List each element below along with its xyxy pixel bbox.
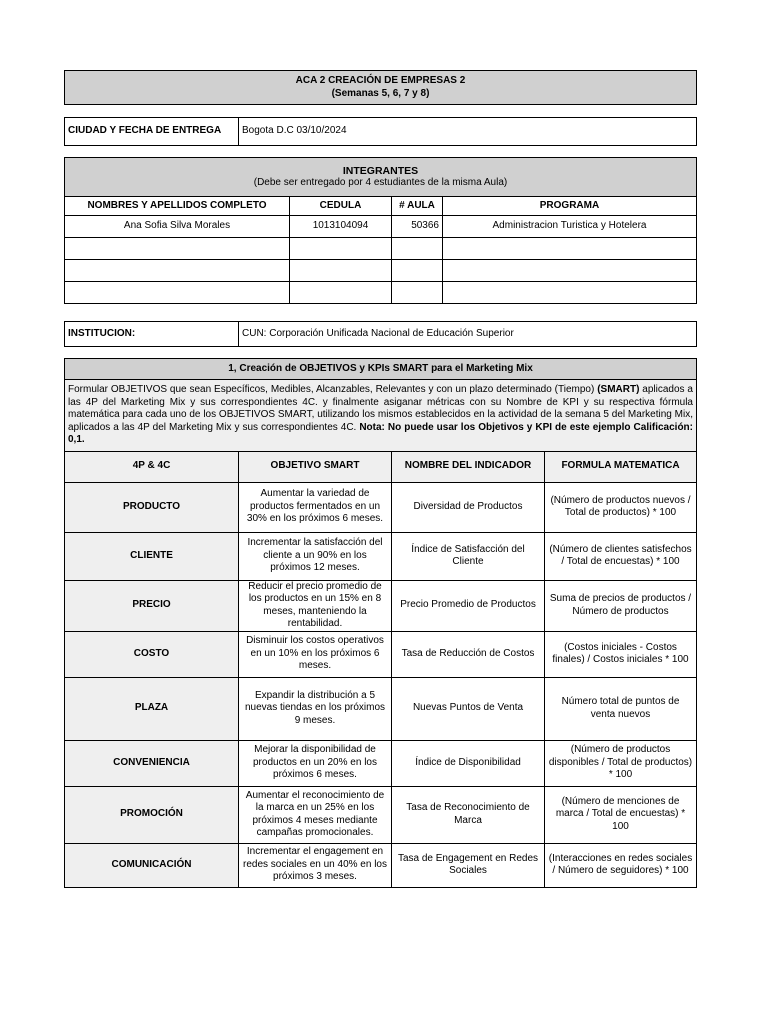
integrante-cedula[interactable] [290,238,392,260]
integrantes-title: INTEGRANTES [342,164,419,177]
col-4p4c: 4P & 4C [65,451,239,482]
institucion-value[interactable]: CUN: Corporación Unificada Nacional de Educación Superior [239,322,697,347]
ciudad-value[interactable]: Bogota D.C 03/10/2024 [239,118,697,146]
row-indicador[interactable]: Diversidad de Productos [392,482,545,532]
col-indicador: NOMBRE DEL INDICADOR [392,451,545,482]
table-row [65,260,697,282]
integrante-cedula[interactable] [290,282,392,304]
row-objetivo[interactable]: Incrementar la satisfacción del cliente a un 90% en los próximos 12 meses. [239,532,392,580]
integrante-nombre[interactable]: Ana Sofia Silva Morales [65,216,290,238]
integrantes-table [64,157,697,304]
row-indicador[interactable]: Índice de Disponibilidad [392,740,545,786]
integrante-aula[interactable]: 50366 [392,216,443,238]
row-formula[interactable]: (Costos iniciales - Costos finales) / Costos iniciales * 100 [545,631,697,677]
table-row [65,580,697,631]
document-title-block [64,70,697,105]
col-nombres: NOMBRES Y APELLIDOS COMPLETO [65,197,290,216]
row-objetivo[interactable]: Mejorar la disponibilidad de productos en un 20% en los próximos 6 meses. [239,740,392,786]
smart-description [65,380,697,452]
row-label: PLAZA [65,677,239,740]
table-row [65,843,697,887]
ciudad-table [64,117,697,146]
smart-desc-bold-1: (SMART) [597,384,640,395]
row-formula[interactable]: (Interacciones en redes sociales / Número de seguidores) * 100 [545,843,697,887]
row-label: COMUNICACIÓN [65,843,239,887]
row-formula[interactable]: Número total de puntos de venta nuevos [545,677,697,740]
row-indicador[interactable]: Tasa de Reconocimiento de Marca [392,786,545,843]
table-row [65,631,697,677]
row-formula[interactable]: (Número de menciones de marca / Total de encuestas) * 100 [545,786,697,843]
row-label: COSTO [65,631,239,677]
table-row [65,677,697,740]
integrante-programa[interactable] [443,238,697,260]
institucion-table [64,321,697,347]
row-indicador[interactable]: Nuevas Puntos de Venta [392,677,545,740]
title-cell [65,71,697,105]
row-objetivo[interactable]: Reducir el precio promedio de los productos en un 15% en 8 meses, manteniendo la rentabilidad. [239,580,392,631]
smart-desc-part-2: aplicados a las 4P del Marketing Mix y sus correspondientes 4C. y finalmente asiganar métricas con su Nombre de KPI y su respectiva fórmula matemática para cada uno de los OBJETIVOS SMART, utilizando los mismos establecidos en la actividad de la semana 5 del Marketing Mix, aplicados a las 4P del Marketing Mix y sus correspondientes 4C. [68,384,693,433]
integrante-aula[interactable] [392,282,443,304]
row-label: CLIENTE [65,532,239,580]
smart-desc-bold-2: Nota: No puede usar los Objetivos y KPI de este ejemplo Calificación: 0,1. [68,421,693,445]
col-aula: # AULA [392,197,443,216]
smart-section-title: 1, Creación de OBJETIVOS y KPIs SMART para el Marketing Mix [65,359,697,380]
row-indicador[interactable]: Índice de Satisfacción del Cliente [392,532,545,580]
row-objetivo[interactable]: Expandir la distribución a 5 nuevas tiendas en los próximos 9 meses. [239,677,392,740]
row-formula[interactable]: (Número de productos disponibles / Total de productos) * 100 [545,740,697,786]
row-formula[interactable]: Suma de precios de productos / Número de productos [545,580,697,631]
integrante-aula[interactable] [392,238,443,260]
row-formula[interactable]: (Número de clientes satisfechos / Total de encuestas) * 100 [545,532,697,580]
table-row [65,282,697,304]
document-title: ACA 2 CREACIÓN DE EMPRESAS 2 [295,75,466,86]
col-cedula: CEDULA [290,197,392,216]
row-label: PROMOCIÓN [65,786,239,843]
smart-desc-part-1: Formular OBJETIVOS que sean Específicos, Medibles, Alcanzables, Relevantes y con un plazo determinado (Tiempo) [68,384,598,395]
table-row [65,786,697,843]
smart-table [64,358,697,888]
table-row [65,482,697,532]
ciudad-label: CIUDAD Y FECHA DE ENTREGA [65,118,239,146]
title-table [64,70,697,105]
row-indicador[interactable]: Tasa de Reducción de Costos [392,631,545,677]
integrante-cedula[interactable] [290,260,392,282]
smart-block [64,358,697,888]
row-objetivo[interactable]: Incrementar el engagement en redes sociales en un 40% en los próximos 3 meses. [239,843,392,887]
integrantes-header [65,158,697,197]
integrante-aula[interactable] [392,260,443,282]
table-row [65,216,697,238]
table-row [65,238,697,260]
col-objetivo: OBJETIVO SMART [239,451,392,482]
integrantes-block [64,157,697,304]
integrante-nombre[interactable] [65,238,290,260]
row-label: PRODUCTO [65,482,239,532]
document-subtitle: (Semanas 5, 6, 7 y 8) [331,87,430,99]
table-row [65,740,697,786]
integrante-programa[interactable]: Administracion Turistica y Hotelera [443,216,697,238]
ciudad-block [64,117,697,146]
row-objetivo[interactable]: Disminuir los costos operativos en un 10% en los próximos 6 meses. [239,631,392,677]
institucion-block [64,321,697,347]
integrante-cedula[interactable]: 1013104094 [290,216,392,238]
row-label: PRECIO [65,580,239,631]
integrantes-note: (Debe ser entregado por 4 estudiantes de la misma Aula) [253,177,508,188]
col-programa: PROGRAMA [443,197,697,216]
row-indicador[interactable]: Precio Promedio de Productos [392,580,545,631]
integrante-programa[interactable] [443,282,697,304]
integrante-programa[interactable] [443,260,697,282]
table-row [65,532,697,580]
row-indicador[interactable]: Tasa de Engagement en Redes Sociales [392,843,545,887]
col-formula: FORMULA MATEMATICA [545,451,697,482]
row-objetivo[interactable]: Aumentar el reconocimiento de la marca en un 25% en los próximos 4 meses mediante campañas promocionales. [239,786,392,843]
row-formula[interactable]: (Número de productos nuevos / Total de productos) * 100 [545,482,697,532]
integrante-nombre[interactable] [65,260,290,282]
institucion-label: INSTITUCION: [65,322,239,347]
row-label: CONVENIENCIA [65,740,239,786]
row-objetivo[interactable]: Aumentar la variedad de productos fermentados en un 30% en los próximos 6 meses. [239,482,392,532]
integrante-nombre[interactable] [65,282,290,304]
